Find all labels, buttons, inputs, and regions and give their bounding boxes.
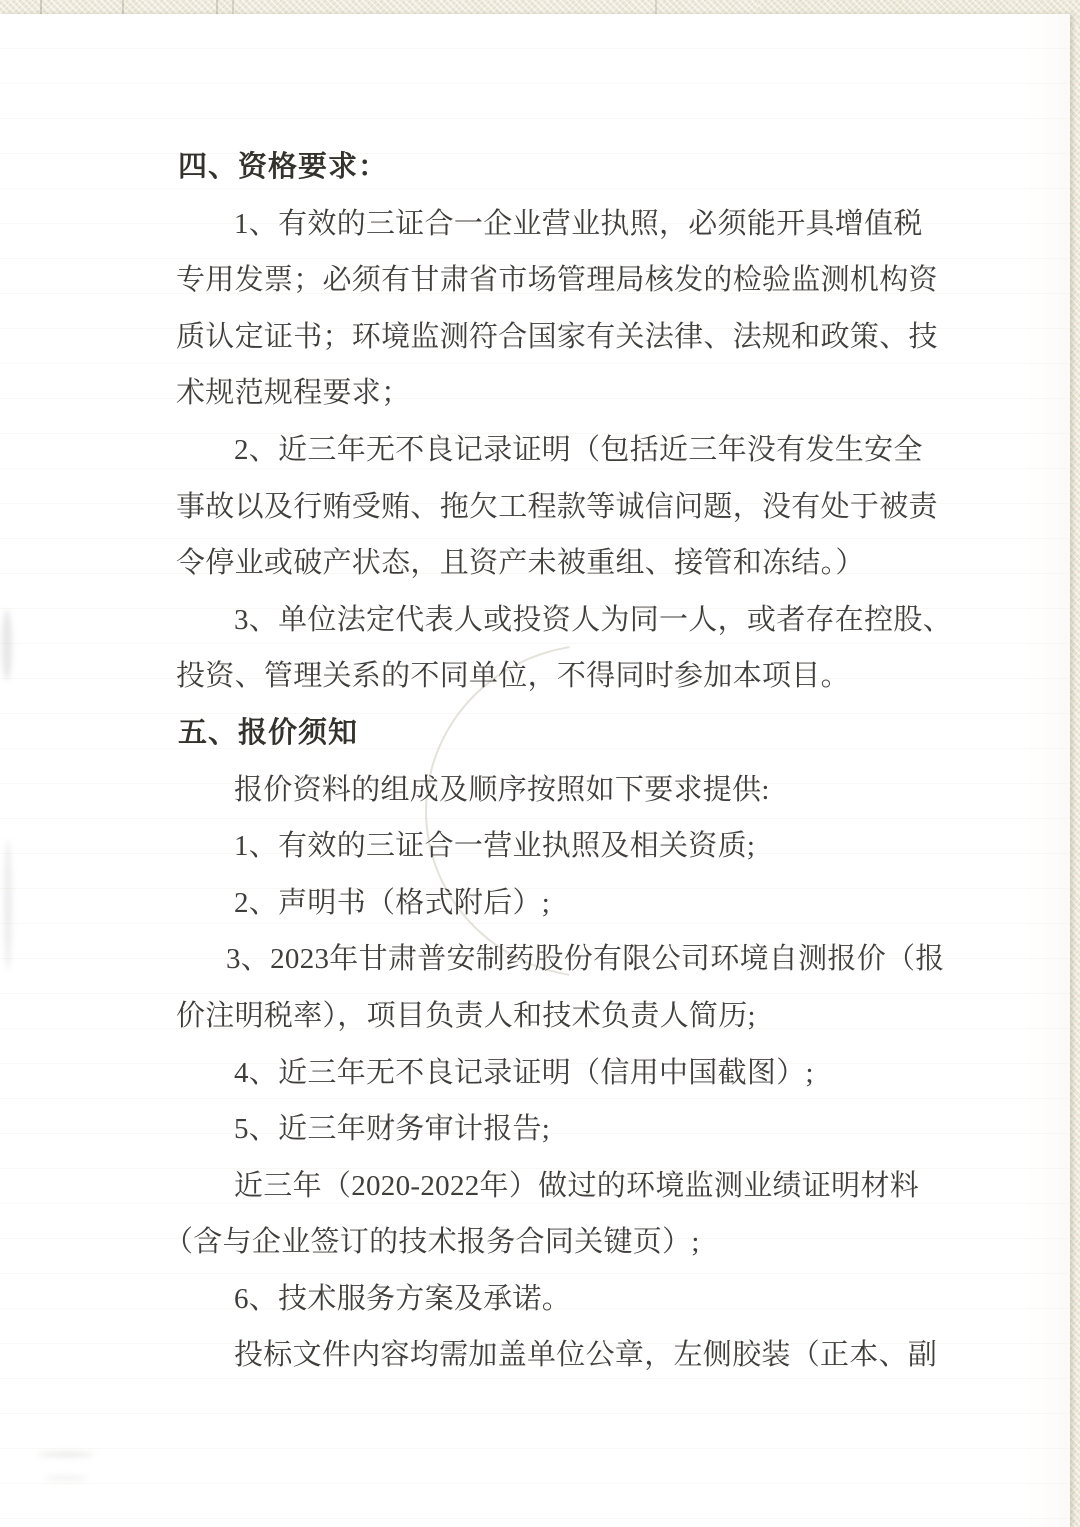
section-heading: 五、报价须知: [178, 716, 359, 749]
document-line: 1、有效的三证合一营业执照及相关资质;: [234, 830, 756, 863]
document-line: 事故以及行贿受贿、拖欠工程款等诚信问题，没有处于被责: [176, 490, 938, 523]
document-line: 投资、管理关系的不同单位，不得同时参加本项目。: [176, 660, 850, 693]
document-line: 4、近三年无不良记录证明（信用中国截图）;: [234, 1056, 814, 1089]
document-line: 1、有效的三证合一企业营业执照，必须能开具增值税: [234, 207, 923, 240]
document-body: [0, 139, 1070, 1384]
document-line: （含与企业签订的技术报务合同关键页）;: [164, 1226, 700, 1259]
document-line: 价注明税率），项目负责人和技术负责人简历;: [176, 999, 756, 1032]
document-line: 专用发票；必须有甘肃省市场管理局核发的检验监测机构资: [176, 264, 938, 297]
document-line: 术规范规程要求；: [176, 377, 411, 410]
scan-smudge: [44, 1476, 88, 1480]
document-line: 令停业或破产状态，且资产未被重组、接管和冻结。）: [176, 547, 865, 580]
document-line: 6、技术服务方案及承诺。: [234, 1282, 572, 1315]
scan-smudge: [38, 1452, 94, 1457]
document-line: 近三年（2020-2022年）做过的环境监测业绩证明材料: [234, 1169, 920, 1202]
document-line: 5、近三年财务审计报告;: [234, 1113, 551, 1146]
document-line: 2、近三年无不良记录证明（包括近三年没有发生安全: [234, 433, 923, 466]
document-page: [0, 14, 1070, 1527]
document-line: 质认定证书；环境监测符合国家有关法律、法规和政策、技: [176, 320, 938, 353]
document-line: 3、2023年甘肃普安制药股份有限公司环境自测报价（报: [226, 943, 945, 976]
document-line: 2、声明书（格式附后）;: [234, 886, 551, 919]
document-line: 3、单位法定代表人或投资人为同一人，或者存在控股、: [234, 603, 953, 636]
section-heading: 四、资格要求：: [178, 151, 389, 183]
document-line: 投标文件内容均需加盖单位公章，左侧胶装（正本、副: [234, 1339, 938, 1372]
document-line: 报价资料的组成及顺序按照如下要求提供:: [234, 773, 770, 806]
